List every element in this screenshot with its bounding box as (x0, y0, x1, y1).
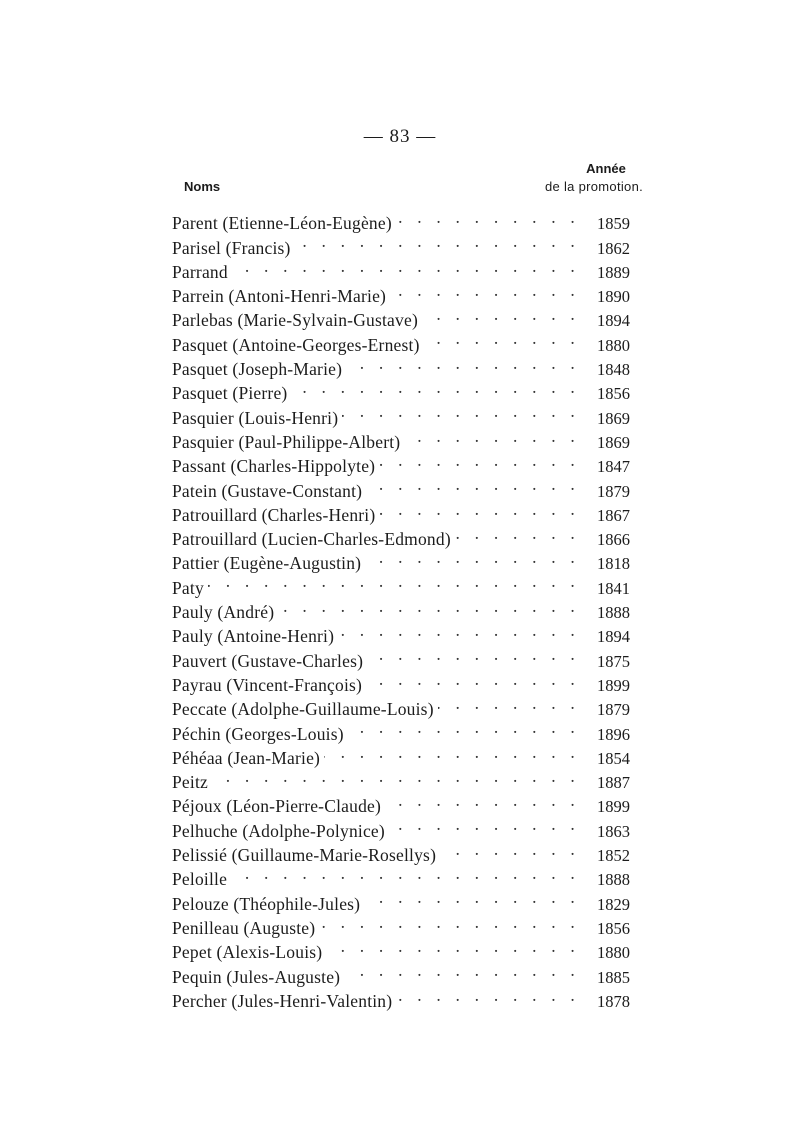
entry-year: 1867 (597, 505, 630, 525)
entry-year: 1848 (597, 360, 630, 380)
list-item (172, 861, 630, 890)
dot-leader (344, 958, 580, 982)
entry-name: Paty (172, 577, 204, 598)
entry-year: 1879 (597, 481, 630, 501)
entry-year: 1869 (597, 432, 630, 452)
dot-leader (379, 497, 580, 521)
dot-leader (390, 278, 580, 302)
list-item (172, 254, 630, 282)
entry-name: Payrau (Vincent-François) (172, 674, 363, 695)
entry-name: Parisel (Francis) (172, 237, 291, 258)
dot-leader (319, 910, 580, 934)
entry-name: Pauvert (Gustave-Charles) (172, 650, 364, 671)
entry-year: 1890 (597, 287, 630, 307)
dot-leader (396, 983, 580, 1007)
entry-year: 1856 (597, 384, 630, 404)
entry-year: 1885 (597, 967, 630, 987)
entry-year: 1863 (597, 821, 630, 841)
entry-name: Pauly (André) (172, 602, 275, 623)
dot-leader (366, 472, 580, 496)
entry-name: Patein (Gustave-Constant) (172, 480, 363, 501)
year-column-subheader: de la promotion. (545, 179, 644, 194)
dot-leader (342, 399, 580, 423)
names-column-header: Noms (184, 179, 221, 194)
page-number: — 83 — (363, 126, 437, 147)
entry-year: 1878 (597, 991, 630, 1011)
entry-year: 1896 (597, 724, 630, 744)
entry-year: 1888 (597, 870, 630, 890)
dot-leader (396, 205, 580, 229)
entry-name: Péchin (Georges-Louis) (172, 723, 344, 744)
entry-name: Pepet (Alexis-Louis) (172, 942, 323, 963)
dot-leader (326, 934, 580, 958)
entry-year: 1856 (597, 918, 630, 938)
entry-year: 1866 (597, 530, 630, 550)
entry-year: 1829 (597, 894, 630, 914)
entry-name: Pasquier (Louis-Henri) (172, 407, 339, 428)
list-item (172, 569, 630, 598)
list-item (172, 885, 630, 914)
dot-leader (338, 618, 580, 642)
entry-year: 1818 (597, 554, 630, 574)
entry-year: 1854 (597, 748, 630, 768)
entry-year: 1880 (597, 943, 630, 963)
entry-name: Patrouillard (Charles-Henri) (172, 504, 376, 525)
dot-leader (364, 885, 580, 909)
entry-name: Pequin (Jules-Auguste) (172, 966, 341, 987)
entry-name: Parrand (172, 261, 228, 282)
list-item (172, 594, 630, 623)
entry-name: Passant (Charles-Hippolyte) (172, 456, 376, 477)
dot-leader (324, 740, 580, 764)
dot-leader (367, 642, 580, 666)
dot-leader (212, 764, 580, 788)
dot-leader (348, 715, 580, 739)
entry-name: Peccate (Adolphe-Guillaume-Louis) (172, 699, 434, 720)
entry-year: 1899 (597, 675, 630, 695)
dot-leader (366, 667, 580, 691)
entry-name: Pasquier (Paul-Philippe-Albert) (172, 431, 401, 452)
entry-year: 1847 (597, 457, 630, 477)
list-item (172, 788, 630, 817)
dot-leader (422, 302, 580, 326)
dot-leader (385, 788, 580, 812)
entry-year: 1899 (597, 797, 630, 817)
entry-year: 1859 (597, 214, 630, 234)
list-item (172, 278, 630, 307)
dot-leader (389, 812, 580, 836)
entry-name: Pasquet (Pierre) (172, 383, 288, 404)
entry-name: Pauly (Antoine-Henri) (172, 626, 335, 647)
dot-leader (365, 545, 580, 569)
entry-name: Patrouillard (Lucien-Charles-Edmond) (172, 529, 451, 550)
dot-leader (440, 837, 580, 861)
promotion-list (172, 205, 630, 1011)
entry-name: Penilleau (Auguste) (172, 917, 316, 938)
dot-leader (232, 254, 580, 278)
dot-leader (231, 861, 580, 885)
entry-name: Péjoux (Léon-Pierre-Claude) (172, 796, 382, 817)
entry-year: 1879 (597, 700, 630, 720)
entry-name: Peitz (172, 772, 208, 793)
entry-name: Parent (Etienne-Léon-Eugène) (172, 213, 392, 234)
dot-leader (379, 448, 580, 472)
dot-leader (455, 521, 580, 545)
entry-name: Péhéaa (Jean-Marie) (172, 747, 321, 768)
entry-year: 1880 (597, 335, 630, 355)
entry-year: 1894 (597, 311, 630, 331)
entry-name: Parlebas (Marie-Sylvain-Gustave) (172, 310, 418, 331)
dot-leader (278, 594, 580, 618)
entry-year: 1841 (597, 578, 630, 598)
dot-leader (346, 351, 580, 375)
year-column-header: Année (586, 161, 626, 176)
entry-year: 1888 (597, 603, 630, 623)
dot-leader (438, 691, 580, 715)
entry-year: 1869 (597, 408, 630, 428)
list-item (172, 205, 630, 234)
entry-name: Pelhuche (Adolphe-Polynice) (172, 820, 385, 841)
entry-name: Percher (Jules-Henri-Valentin) (172, 990, 393, 1011)
entry-name: Pasquet (Joseph-Marie) (172, 359, 343, 380)
entry-year: 1894 (597, 627, 630, 647)
list-item (172, 764, 630, 793)
entry-name: Pelouze (Théophile-Jules) (172, 893, 361, 914)
entry-name: Parrein (Antoni-Henri-Marie) (172, 286, 387, 307)
entry-name: Pattier (Eugène-Augustin) (172, 553, 362, 574)
dot-leader (295, 229, 580, 253)
entry-year: 1852 (597, 846, 630, 866)
entry-year: 1875 (597, 651, 630, 671)
dot-leader (404, 424, 580, 448)
dot-leader (424, 326, 580, 350)
entry-name: Pasquet (Antoine-Georges-Ernest) (172, 334, 420, 355)
entry-year: 1887 (597, 773, 630, 793)
dot-leader (291, 375, 580, 399)
entry-year: 1889 (597, 262, 630, 282)
entry-year: 1862 (597, 238, 630, 258)
entry-name: Pelissié (Guillaume-Marie-Rosellys) (172, 845, 437, 866)
dot-leader (208, 569, 580, 593)
entry-name: Peloille (172, 869, 228, 890)
